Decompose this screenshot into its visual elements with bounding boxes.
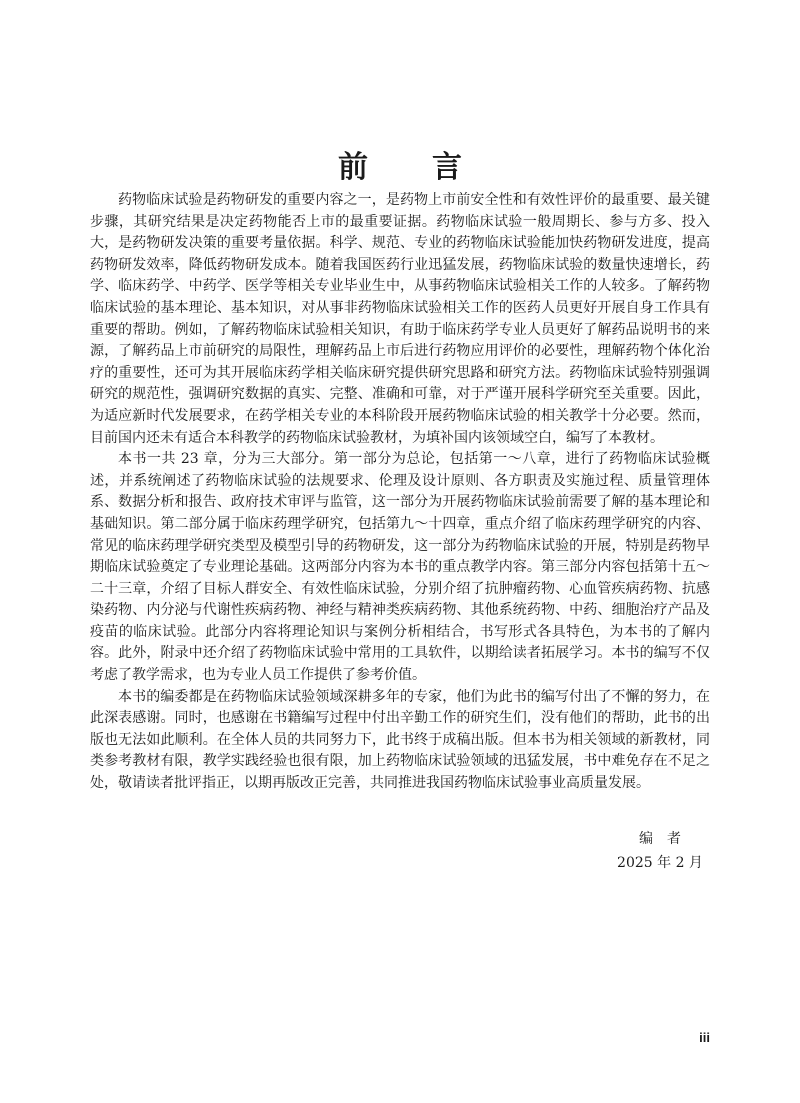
author-signature: 编者 [639,831,695,847]
page-title: 前言 [338,150,526,186]
paragraph-2: 本书一共 23 章，分为三大部分。第一部分为总论，包括第一～八章，进行了药物临床试验概述，并系统阐述了药物临床试验的法规要求、伦理及设计原则、各方职责及实施过程、质量管理体系、数据分析和报告、政府技术审评与监管，这一部分为开展药物临床试验前需要了解的基本理论和基础知识。第二部分属于临床药理学研究，包括第九～十四章，重点介绍了临床药理学研究的内容、常见的临床药理学研究类型及模型引导的药物研发，这一部分为药物临床试验的开展，特别是药物早期临床试验奠定了专业理论基础。这两部分内容为本书的重点教学内容。第三部分内容包括第十五～二十三章，介绍了目标人群安全、有效性临床试验，分别介绍了抗肿瘤药物、心血管疾病药物、抗感染药物、内分泌与代谢性疾病药物、神经与精神类疾病药物、其他系统药物、中药、细胞治疗产品及疫苗的临床试验。此部分内容将理论知识与案例分析相结合，书写形式各具特色，为本书的了解内容。此外，附录中还介绍了药物临床试验中常用的工具软件，以期给读者拓展学习。本书的编写不仅考虑了教学需求，也为专业人员工作提供了参考价值。 [90,451,710,684]
paragraph-3: 本书的编委都是在药物临床试验领域深耕多年的专家，他们为此书的编写付出了不懈的努力，在此深表感谢。同时，也感谢在书籍编写过程中付出辛勤工作的研究生们，没有他们的帮助，此书的出版也无法如此顺利。在全体人员的共同努力下，此书终于成稿出版。但本书为相关领域的新教材，同类参考教材有限，教学实践经验也很有限，加上药物临床试验领域的迅猛发展，书中难免存在不足之处，敬请读者批评指正，以期再版改正完善，共同推进我国药物临床试验事业高质量发展。 [90,688,710,792]
preface-body [90,190,710,795]
page-number: iii [699,1030,710,1045]
signature-date: 2025 年 2 月 [617,855,703,871]
signature-block [600,828,720,874]
paragraph-1: 药物临床试验是药物研发的重要内容之一，是药物上市前安全性和有效性评价的最重要、最关键步骤，其研究结果是决定药物能否上市的最重要证据。药物临床试验一般周期长、参与方多、投入大，是药物研发决策的重要考量依据。科学、规范、专业的药物临床试验能加快药物研发进度，提高药物研发效率，降低药物研发成本。随着我国医药行业迅猛发展，药物临床试验的数量快速增长，药学、临床药学、中药学、医学等相关专业毕业生中，从事药物临床试验相关工作的人较多。了解药物临床试验的基本理论、基本知识，对从事非药物临床试验相关工作的医药人员更好开展自身工作具有重要的帮助。例如，了解药物临床试验相关知识，有助于临床药学专业人员更好了解药品说明书的来源，了解药品上市前研究的局限性，理解药品上市后进行药物应用评价的必要性，理解药物个体化治疗的重要性，还可为其开展临床药学相关临床研究提供研究思路和研究方法。药物临床试验特别强调研究的规范性，强调研究数据的真实、完整、准确和可靠，对于严谨开展科学研究至关重要。因此，为适应新时代发展要求，在药学相关专业的本科阶段开展药物临床试验的相关教学十分必要。然而，目前国内还未有适合本科教学的药物临床试验教材，为填补国内该领域空白，编写了本教材。 [90,192,710,446]
